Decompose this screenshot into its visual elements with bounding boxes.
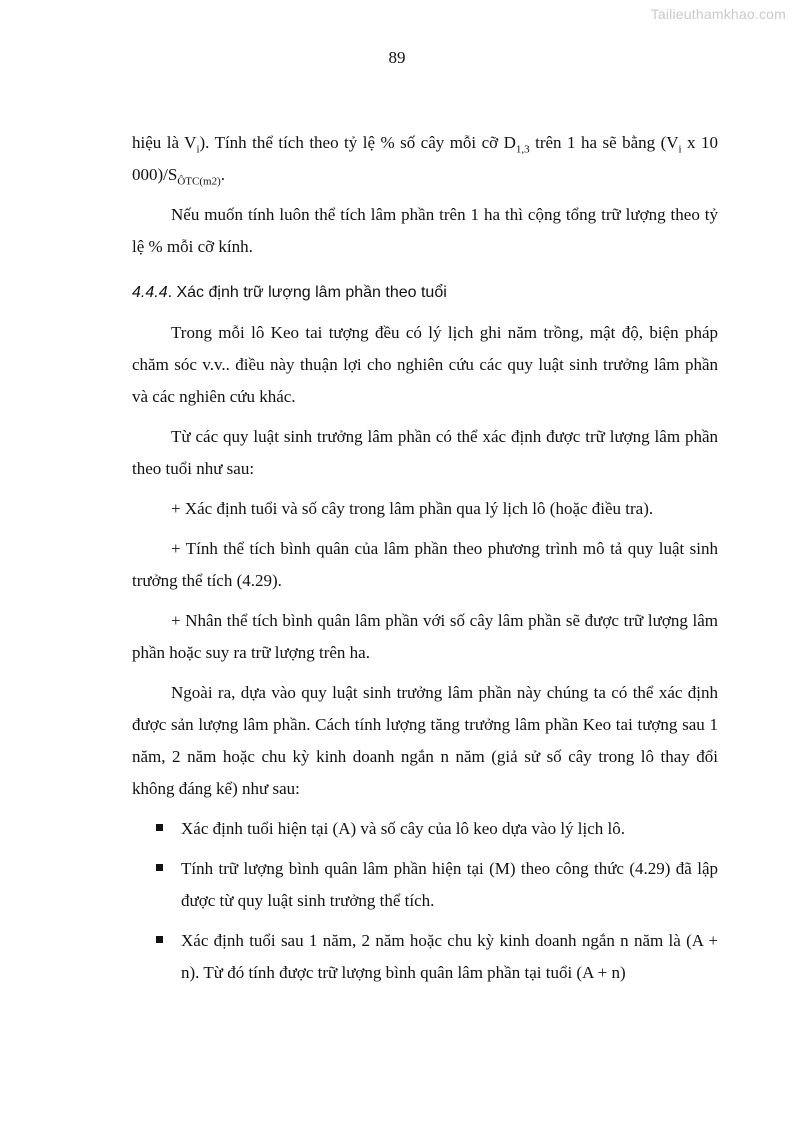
paragraph-step-age: + Xác định tuổi và số cây trong lâm phần qua lý lịch lô (hoặc điều tra).	[171, 499, 654, 518]
square-bullet-icon	[156, 824, 163, 831]
list-item	[132, 925, 718, 989]
square-bullet-icon	[156, 864, 163, 871]
text-fragment: x 10 000)/S	[132, 133, 719, 184]
section-heading	[132, 277, 718, 309]
subscript: ÔTC(m2)	[177, 175, 221, 188]
list-item	[132, 813, 718, 845]
paragraph-step-volume: + Tính thể tích bình quân của lâm phần theo phương trình mô tả quy luật sinh trưởng thể tích (4.29).	[132, 539, 718, 590]
subscript: 1,3	[515, 143, 530, 156]
subscript: i	[678, 143, 682, 156]
paragraph-growth-laws: Từ các quy luật sinh trưởng lâm phần có thể xác định được trữ lượng lâm phần theo tuổi như sau:	[132, 427, 718, 478]
text-fragment: hiệu là V	[132, 133, 197, 152]
text-fragment: ). Tính thể tích theo tỷ lệ % số cây mỗi cỡ D	[199, 133, 516, 152]
section-number: 4.4.4	[132, 284, 168, 301]
paragraph-total-volume: Nếu muốn tính luôn thể tích lâm phần trên 1 ha thì cộng tổng trữ lượng theo tỷ lệ % mỗi cỡ kính.	[132, 205, 718, 256]
watermark: Tailieuthamkhao.com	[650, 6, 786, 22]
text-fragment: .	[220, 165, 225, 184]
list-item-text: Tính trữ lượng bình quân lâm phần hiện tại (M) theo công thức (4.29) đã lập được từ quy luật sinh trưởng thể tích.	[181, 859, 718, 910]
subscript: i	[196, 143, 200, 156]
paragraph-volume-calc	[132, 127, 718, 191]
paragraph-step-multiply: + Nhân thể tích bình quân lâm phần với số cây lâm phần sẽ được trữ lượng lâm phần hoặc suy ra trữ lượng trên ha.	[132, 611, 718, 662]
list-item-text: Xác định tuổi sau 1 năm, 2 năm hoặc chu kỳ kinh doanh ngắn n năm là (A + n). Từ đó tính được trữ lượng bình quân lâm phần tại tuổi (A + n)	[181, 931, 718, 982]
list-item	[132, 853, 718, 917]
paragraph-lot-records: Trong mỗi lô Keo tai tượng đều có lý lịch ghi năm trồng, mật độ, biện pháp chăm sóc v.v.. điều này thuận lợi cho nghiên cứu các quy luật sinh trưởng lâm phần và các nghiên cứu khác.	[132, 323, 718, 406]
section-title: . Xác định trữ lượng lâm phần theo tuổi	[167, 284, 447, 301]
text-fragment: trên 1 ha sẽ bằng (V	[529, 133, 679, 152]
square-bullet-icon	[156, 936, 163, 943]
list-item-text: Xác định tuổi hiện tại (A) và số cây của lô keo dựa vào lý lịch lô.	[181, 819, 626, 838]
paragraph-yield: Ngoài ra, dựa vào quy luật sinh trưởng lâm phần này chúng ta có thể xác định được sản lượng lâm phần. Cách tính lượng tăng trưởng lâm phần Keo tai tượng sau 1 năm, 2 năm hoặc chu kỳ kinh doanh ngắn n năm (giả sử số cây trong lô thay đổi không đáng kể) như sau:	[132, 683, 718, 798]
page-number: 89	[388, 48, 406, 67]
document-body	[132, 127, 718, 997]
